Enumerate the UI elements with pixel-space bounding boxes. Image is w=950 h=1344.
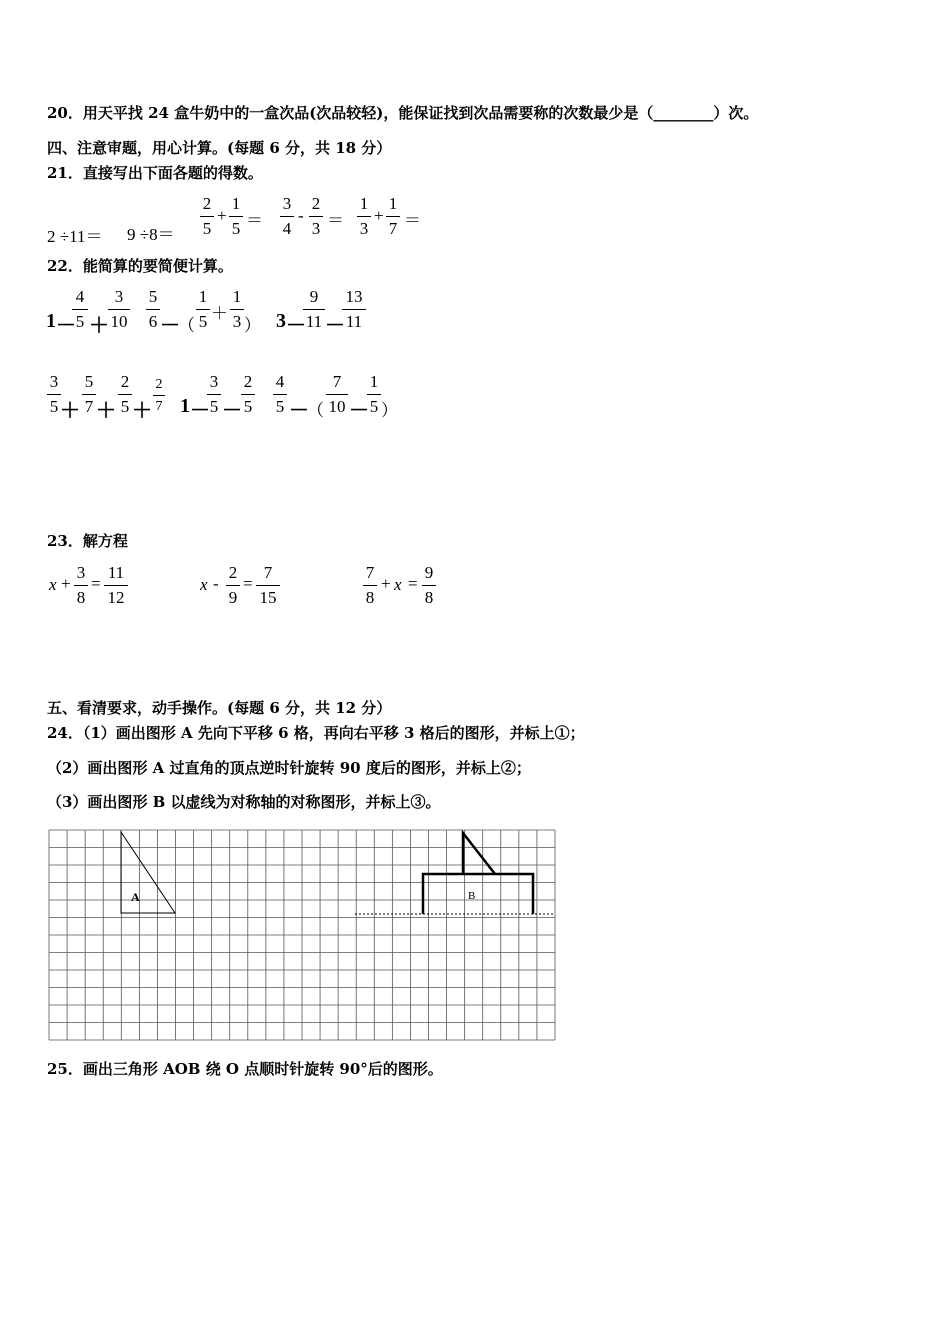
variable-x: x [394, 575, 402, 594]
plus-sign: ＋ [132, 400, 152, 422]
section-4-heading: 四、注意审题，用心计算。(每题 6 分，共 18 分） [47, 139, 392, 157]
plus-sign: ＋ [89, 315, 109, 337]
plus-sign: + [217, 206, 227, 225]
fraction: 9 11 [303, 287, 325, 332]
question-23: 23．解方程 [47, 532, 128, 550]
number-three: 3 [276, 310, 286, 332]
variable-x: x [49, 575, 57, 594]
fraction: 9 8 [422, 563, 436, 608]
shape-b-outline [423, 874, 533, 914]
fraction: 7 15 [256, 563, 280, 608]
section-5-heading: 五、看清要求，动手操作。(每题 6 分，共 12 分） [47, 699, 392, 717]
fraction: 2 7 [153, 376, 165, 415]
equals-sign: ＝ [246, 211, 263, 230]
fraction: 4 5 [72, 287, 88, 332]
left-paren: （ [307, 401, 324, 420]
plus-sign: + [374, 206, 384, 225]
equals-sign: = [408, 574, 418, 593]
right-paren: ） [244, 316, 261, 335]
fraction: 3 5 [207, 372, 221, 417]
question-22: 22．能简算的要简便计算。 [47, 257, 233, 275]
fraction: 1 5 [196, 287, 210, 332]
equals-sign: = [243, 574, 253, 593]
minus-sign: － [56, 315, 76, 337]
question-24-part-2: （2）画出图形 A 过直角的顶点逆时针旋转 90 度后的图形，并标上②； [47, 759, 531, 777]
question-24-part-3: （3）画出图形 B 以虚线为对称轴的对称图形，并标上③。 [47, 793, 441, 811]
minus-sign: － [190, 400, 210, 422]
minus-sign: - [213, 574, 219, 593]
number-one: 1 [180, 395, 190, 417]
plus-sign: ＋ [96, 400, 116, 422]
equals-sign: ＝ [327, 211, 344, 230]
grid-svg [47, 828, 559, 1042]
shape-b-label: B [468, 890, 476, 902]
plus-sign: + [61, 574, 71, 593]
question-25: 25．画出三角形 AOB 绕 O 点顺时针旋转 90°后的图形。 [47, 1060, 443, 1078]
equals-sign: = [91, 574, 101, 593]
fraction: 1 5 [367, 372, 381, 417]
q21-expr-b: 9 ÷8＝ [127, 225, 175, 244]
shape-a-label: A [131, 890, 140, 904]
question-21: 21．直接写出下面各题的得数。 [47, 164, 263, 182]
fraction: 7 10 [326, 372, 348, 417]
question-20: 20．用天平找 24 盒牛奶中的一盒次品(次品较轻)，能保证找到次品需要称的次数最少是（________）次。 [47, 104, 759, 122]
minus-sign: - [298, 206, 304, 225]
fraction: 4 5 [273, 372, 287, 417]
fraction: 3 5 [47, 372, 61, 417]
fraction: 1 5 [229, 194, 243, 239]
q21-expr-a: 2 ÷11＝ [47, 227, 103, 246]
fraction: 7 8 [363, 563, 377, 608]
fraction: 1 3 [230, 287, 244, 332]
fraction: 1 3 [357, 194, 371, 239]
shape-b-triangle [463, 833, 495, 874]
fraction: 2 3 [309, 194, 323, 239]
shape-a-triangle [121, 832, 175, 913]
minus-sign: － [160, 315, 180, 337]
fraction: 13 11 [342, 287, 366, 332]
fraction: 2 5 [200, 194, 214, 239]
fraction: 5 7 [82, 372, 96, 417]
fraction: 3 8 [74, 563, 88, 608]
fraction: 2 9 [226, 563, 240, 608]
fraction: 5 6 [146, 287, 160, 332]
minus-sign: － [349, 400, 369, 422]
plus-sign: ＋ [211, 304, 228, 323]
plus-sign: ＋ [60, 400, 80, 422]
number-one: 1 [46, 310, 56, 332]
minus-sign: － [289, 400, 309, 422]
minus-sign: － [286, 315, 306, 337]
fraction: 3 4 [280, 194, 294, 239]
fraction: 1 7 [386, 194, 400, 239]
variable-x: x [200, 575, 208, 594]
grid-figure [47, 828, 559, 1046]
fraction: 2 5 [241, 372, 255, 417]
plus-sign: + [381, 574, 391, 593]
fraction: 11 12 [104, 563, 128, 608]
right-paren: ） [381, 401, 398, 420]
minus-sign: － [325, 315, 345, 337]
question-24-part-1: 24．（1）画出图形 A 先向下平移 6 格，再向右平移 3 格后的图形，并标上①； [47, 724, 585, 742]
minus-sign: － [222, 400, 242, 422]
left-paren: （ [178, 316, 195, 335]
grid-lines [49, 830, 555, 1040]
equals-sign: ＝ [404, 211, 421, 230]
fraction: 3 10 [108, 287, 130, 332]
fraction: 2 5 [118, 372, 132, 417]
